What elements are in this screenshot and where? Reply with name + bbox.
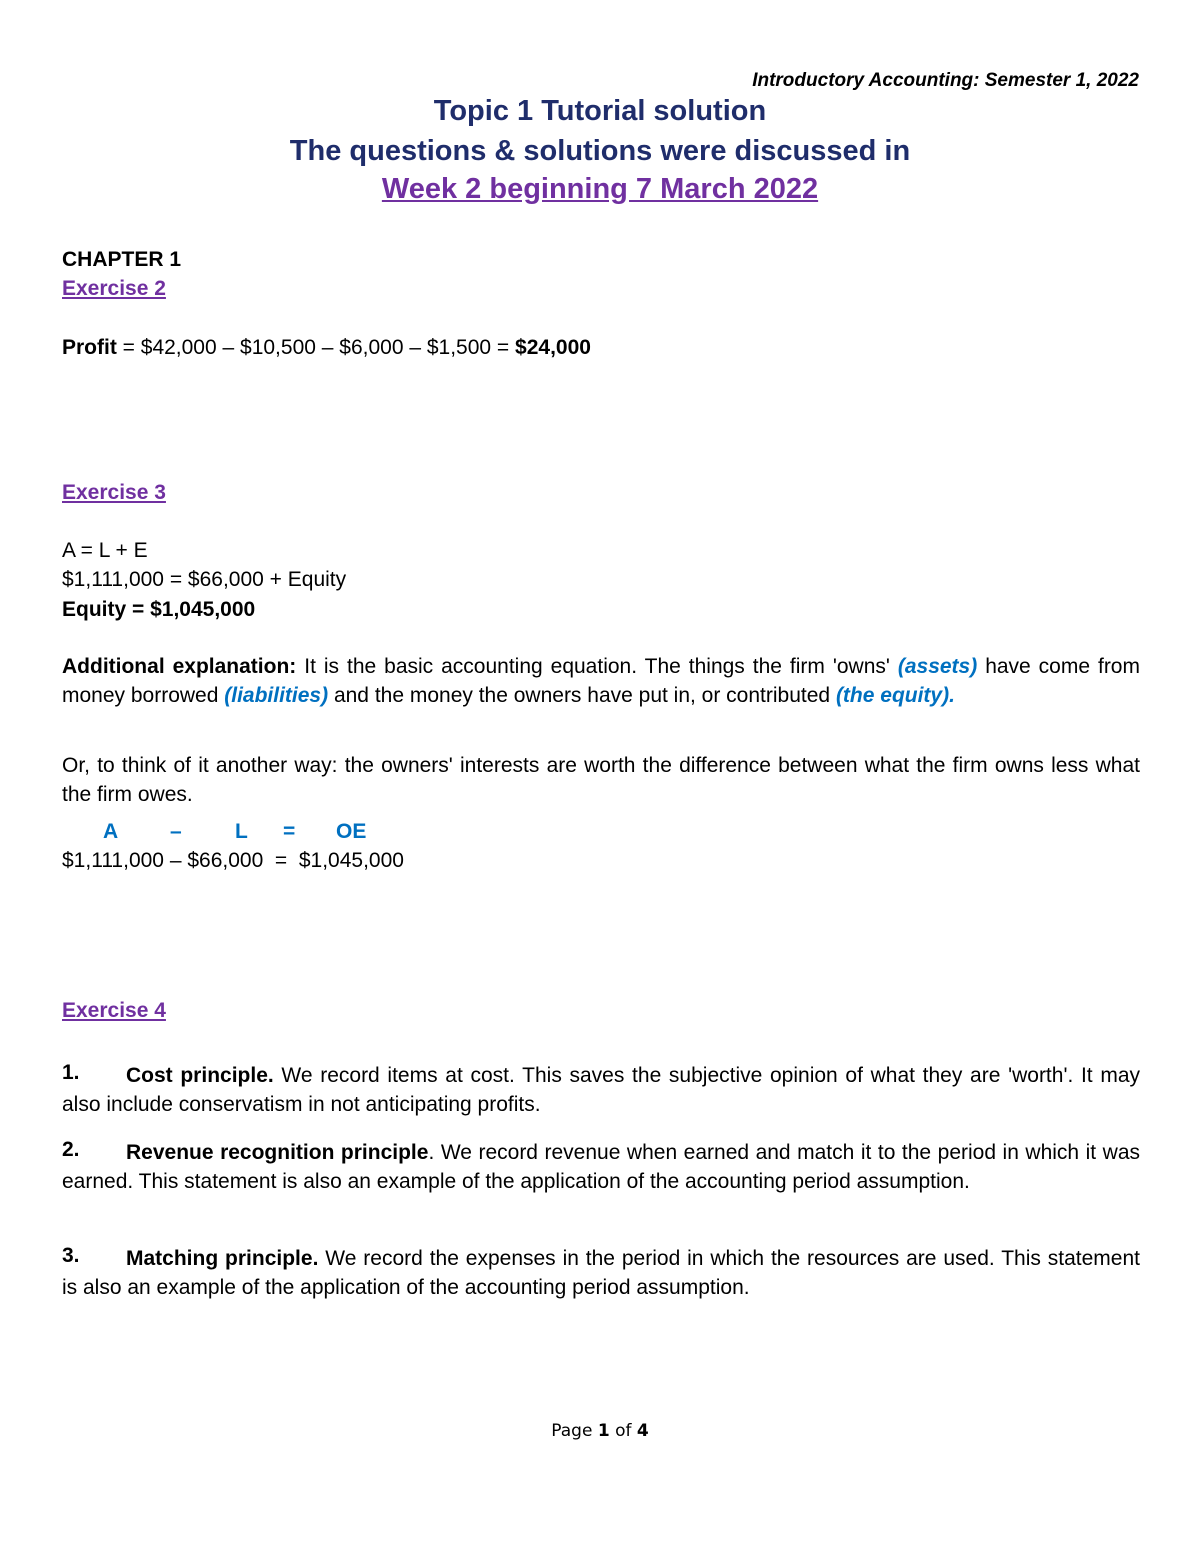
explanation-text-1: It is the basic accounting equation. The things the firm 'owns' (296, 655, 898, 678)
eq-l: L (235, 820, 248, 843)
list-item-label: Matching principle. (126, 1247, 319, 1270)
eq-equals: = (283, 820, 296, 843)
page-footer (0, 1421, 1200, 1441)
additional-explanation (62, 652, 1140, 710)
list-item-number: 1. (62, 1061, 80, 1084)
list-item-text (62, 1138, 1140, 1196)
explanation-text-2: have come from money borrowed (62, 655, 1140, 707)
equation-line-1: A = L + E (62, 539, 148, 562)
page-subtitle: The questions & solutions were discussed in (289, 135, 911, 167)
eq-a: A (103, 820, 119, 843)
list-item-text (62, 1061, 1140, 1119)
alternative-explanation: Or, to think of it another way: the owners' interests are worth the difference between what the firm owns less what the firm owes. (62, 754, 1140, 806)
equity-result: Equity = $1,045,000 (62, 598, 256, 621)
assets-term: (assets) (897, 655, 978, 678)
liabilities-term: (liabilities) (224, 684, 329, 707)
equation-line-2: $1,111,000 = $66,000 + Equity (62, 568, 347, 591)
exercise-3-title: Exercise 3 (62, 481, 166, 504)
page-number: 1 (597, 1421, 610, 1441)
page-total: 4 (636, 1421, 649, 1441)
profit-expression: = $42,000 – $10,500 – $6,000 – $1,500 = (116, 336, 516, 359)
list-item-number: 2. (62, 1138, 80, 1161)
list-item-body: . We record revenue when earned and match it to the period in which it was earned. This statement is also an example of the application of the accounting period assumption. (62, 1141, 1140, 1193)
list-item-number: 3. (62, 1244, 80, 1267)
eq-oe: OE (336, 820, 367, 843)
course-header: Introductory Accounting: Semester 1, 2022 (752, 70, 1139, 91)
explanation-text-3: and the money the owners have put in, or contributed (328, 684, 836, 707)
list-item-label: Revenue recognition principle (126, 1141, 429, 1164)
profit-label: Profit (62, 336, 117, 359)
chapter-heading: CHAPTER 1 (62, 248, 182, 271)
list-item-body: We record items at cost. This saves the subjective opinion of what they are 'worth'. It may also include conservatism in not anticipating profits. (62, 1064, 1141, 1116)
equation-values: $1,111,000 – $66,000 = $1,045,000 (62, 849, 404, 872)
page-week-title: Week 2 beginning 7 March 2022 (381, 173, 819, 205)
page-label: Page (551, 1421, 598, 1441)
list-item-body: We record the expenses in the period in which the resources are used. This statement is also an example of the application of the accounting period assumption. (62, 1247, 1140, 1299)
list-item-text (62, 1244, 1140, 1302)
page-of-label: of (609, 1421, 637, 1441)
profit-equation (62, 336, 591, 360)
exercise-2-title: Exercise 2 (62, 277, 166, 300)
exercise-4-title: Exercise 4 (62, 999, 166, 1022)
equity-term: (the equity). (835, 684, 955, 707)
page-title: Topic 1 Tutorial solution (433, 95, 767, 127)
profit-result: $24,000 (515, 336, 591, 359)
eq-minus: – (170, 820, 182, 843)
list-item-label: Cost principle. (126, 1064, 274, 1087)
additional-explanation-label: Additional explanation: (62, 655, 297, 678)
